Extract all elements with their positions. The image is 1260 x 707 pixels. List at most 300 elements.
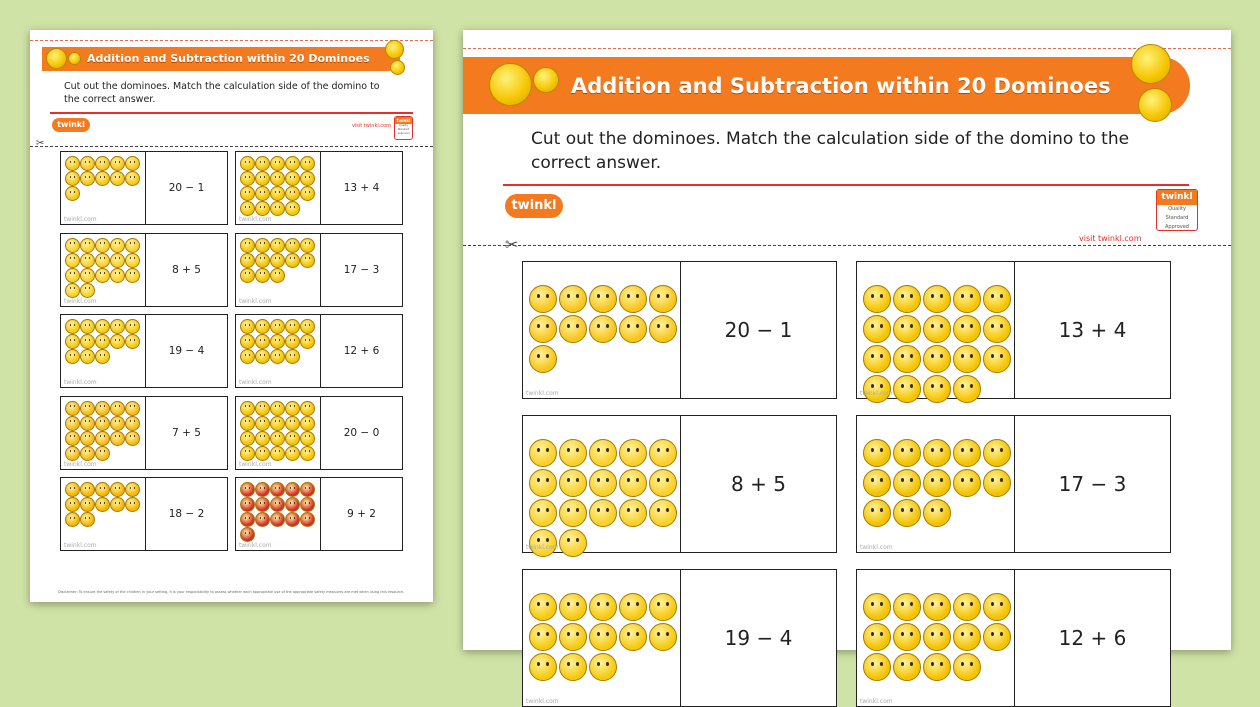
emoji-face-icon bbox=[240, 201, 255, 216]
emoji-face-icon bbox=[110, 497, 125, 512]
visit-twinkl-link[interactable]: visit twinkl.com bbox=[1079, 234, 1142, 243]
emoji-face-icon bbox=[95, 268, 110, 283]
emoji-face-icon bbox=[125, 268, 140, 283]
emoji-face-icon bbox=[270, 497, 285, 512]
emoji-face-icon bbox=[255, 268, 270, 283]
emoji-face-icon bbox=[270, 253, 285, 268]
twinkl-logo: twinkl bbox=[505, 194, 563, 218]
emoji-face-icon bbox=[529, 345, 557, 373]
emoji-face-icon bbox=[255, 416, 270, 431]
emoji-face-icon bbox=[649, 439, 677, 467]
emoji-face-icon bbox=[589, 623, 617, 651]
emoji-face-icon bbox=[255, 334, 270, 349]
emoji-face-icon bbox=[923, 499, 951, 527]
domino-calculation: 13 + 4 bbox=[1058, 318, 1127, 342]
smiley-emoji-icon bbox=[46, 48, 67, 69]
emoji-face-icon bbox=[923, 653, 951, 681]
emoji-face-icon bbox=[80, 283, 95, 298]
emoji-face-icon bbox=[255, 446, 270, 461]
emoji-face-icon bbox=[240, 401, 255, 416]
domino-card bbox=[522, 415, 837, 553]
visit-twinkl-link[interactable]: visit twinkl.com bbox=[351, 123, 391, 129]
domino-credit: twinkl.com bbox=[526, 390, 559, 397]
emoji-face-icon bbox=[559, 653, 587, 681]
emoji-face-icon bbox=[863, 315, 891, 343]
quality-badge bbox=[394, 116, 413, 140]
domino-calculation: 7 + 5 bbox=[172, 426, 201, 439]
emoji-face-icon bbox=[270, 171, 285, 186]
emoji-face-icon bbox=[110, 253, 125, 268]
domino-calculation: 8 + 5 bbox=[172, 263, 201, 276]
emoji-face-icon bbox=[255, 171, 270, 186]
emoji-face-icon bbox=[95, 253, 110, 268]
cut-line bbox=[463, 245, 1231, 246]
domino-calculation: 17 − 3 bbox=[1058, 472, 1127, 496]
emoji-face-icon bbox=[285, 482, 300, 497]
emoji-face-icon bbox=[240, 446, 255, 461]
emoji-face-icon bbox=[255, 401, 270, 416]
emoji-face-icon bbox=[255, 201, 270, 216]
emoji-face-icon bbox=[125, 334, 140, 349]
domino-card bbox=[60, 314, 228, 388]
domino-faces-side bbox=[857, 262, 1015, 398]
domino-calculation: 17 − 3 bbox=[343, 263, 380, 276]
scissors-icon: ✂ bbox=[36, 138, 45, 149]
domino-credit: twinkl.com bbox=[64, 542, 97, 549]
emoji-face-icon bbox=[983, 285, 1011, 313]
emoji-face-icon bbox=[983, 315, 1011, 343]
emoji-face-icon bbox=[285, 431, 300, 446]
domino-faces-side bbox=[523, 570, 681, 706]
laughing-emoji-icon bbox=[390, 60, 405, 75]
emoji-face-icon bbox=[110, 482, 125, 497]
emoji-face-icon bbox=[110, 319, 125, 334]
emoji-face-icon bbox=[270, 512, 285, 527]
emoji-face-icon bbox=[529, 593, 557, 621]
emoji-face-icon bbox=[953, 593, 981, 621]
emoji-face-icon bbox=[893, 375, 921, 403]
domino-card bbox=[856, 261, 1171, 399]
emoji-face-icon bbox=[953, 469, 981, 497]
domino-calculation: 12 + 6 bbox=[1058, 626, 1127, 650]
emoji-face-icon bbox=[983, 623, 1011, 651]
emoji-face-icon bbox=[649, 285, 677, 313]
domino-card bbox=[235, 314, 403, 388]
emoji-face-icon bbox=[285, 401, 300, 416]
emoji-face-icon bbox=[559, 285, 587, 313]
domino-calculation: 20 − 1 bbox=[168, 182, 205, 194]
emoji-face-icon bbox=[983, 593, 1011, 621]
domino-faces-side bbox=[61, 397, 146, 469]
emoji-face-icon bbox=[110, 431, 125, 446]
badge-line-2: Approved bbox=[397, 132, 410, 135]
emoji-face-icon bbox=[863, 469, 891, 497]
emoji-face-icon bbox=[240, 156, 255, 171]
emoji-face-icon bbox=[95, 431, 110, 446]
domino-credit: twinkl.com bbox=[239, 542, 272, 549]
emoji-face-icon bbox=[95, 319, 110, 334]
domino-faces-side bbox=[523, 416, 681, 552]
emoji-face-icon bbox=[649, 499, 677, 527]
emoji-face-icon bbox=[953, 345, 981, 373]
emoji-face-icon bbox=[255, 156, 270, 171]
domino-faces-side bbox=[61, 234, 146, 306]
emoji-face-icon bbox=[255, 349, 270, 364]
domino-credit: twinkl.com bbox=[860, 390, 893, 397]
emoji-face-icon bbox=[589, 439, 617, 467]
domino-calculation: 12 + 6 bbox=[343, 345, 380, 357]
worksheet-thumbnail-page bbox=[30, 30, 433, 602]
domino-credit: twinkl.com bbox=[239, 297, 272, 305]
badge-line-2: Approved bbox=[1165, 224, 1189, 230]
emoji-face-icon bbox=[95, 416, 110, 431]
emoji-face-icon bbox=[285, 446, 300, 461]
emoji-face-icon bbox=[923, 439, 951, 467]
emoji-face-icon bbox=[125, 238, 140, 253]
emoji-face-icon bbox=[300, 319, 315, 334]
domino-faces-side bbox=[236, 152, 321, 224]
emoji-face-icon bbox=[589, 285, 617, 313]
sunglasses-emoji-icon bbox=[68, 52, 81, 65]
cut-line bbox=[30, 146, 433, 147]
emoji-face-icon bbox=[300, 334, 315, 349]
emoji-face-icon bbox=[300, 253, 315, 268]
emoji-face-icon bbox=[270, 186, 285, 201]
emoji-face-icon bbox=[285, 171, 300, 186]
domino-credit: twinkl.com bbox=[526, 544, 559, 551]
emoji-face-icon bbox=[923, 315, 951, 343]
emoji-face-icon bbox=[240, 416, 255, 431]
domino-card bbox=[60, 233, 228, 307]
domino-calculation: 8 + 5 bbox=[731, 472, 786, 496]
domino-card bbox=[60, 151, 228, 225]
emoji-face-icon bbox=[983, 439, 1011, 467]
domino-card bbox=[235, 477, 403, 551]
emoji-face-icon bbox=[65, 497, 80, 512]
domino-card bbox=[856, 415, 1171, 553]
emoji-face-icon bbox=[110, 334, 125, 349]
instructions-text: Cut out the dominoes. Match the calculation side of the domino to the correct answer. bbox=[64, 81, 380, 105]
emoji-face-icon bbox=[240, 334, 255, 349]
emoji-face-icon bbox=[285, 497, 300, 512]
domino-faces-side bbox=[236, 478, 321, 550]
emoji-face-icon bbox=[125, 401, 140, 416]
emoji-face-icon bbox=[110, 171, 125, 186]
emoji-face-icon bbox=[619, 623, 647, 651]
emoji-face-icon bbox=[270, 238, 285, 253]
emoji-face-icon bbox=[270, 156, 285, 171]
emoji-face-icon bbox=[285, 201, 300, 216]
domino-faces-side bbox=[857, 570, 1015, 706]
emoji-face-icon bbox=[649, 315, 677, 343]
domino-credit: twinkl.com bbox=[526, 698, 559, 705]
badge-title: twinkl bbox=[1157, 190, 1197, 205]
emoji-face-icon bbox=[300, 156, 315, 171]
emoji-face-icon bbox=[270, 416, 285, 431]
emoji-face-icon bbox=[953, 439, 981, 467]
emoji-face-icon bbox=[110, 401, 125, 416]
emoji-face-icon bbox=[65, 401, 80, 416]
emoji-face-icon bbox=[95, 238, 110, 253]
emoji-face-icon bbox=[529, 439, 557, 467]
emoji-face-icon bbox=[65, 156, 80, 171]
emoji-face-icon bbox=[270, 446, 285, 461]
domino-calculation: 9 + 2 bbox=[347, 508, 376, 520]
emoji-face-icon bbox=[300, 512, 315, 527]
emoji-face-icon bbox=[893, 653, 921, 681]
decorative-dashed-line bbox=[463, 48, 1231, 49]
emoji-face-icon bbox=[953, 653, 981, 681]
emoji-face-icon bbox=[110, 268, 125, 283]
emoji-face-icon bbox=[270, 268, 285, 283]
badge-line-1: Quality Standard bbox=[1165, 206, 1189, 221]
emoji-face-icon bbox=[285, 319, 300, 334]
emoji-face-icon bbox=[285, 334, 300, 349]
emoji-face-icon bbox=[95, 334, 110, 349]
emoji-face-icon bbox=[65, 253, 80, 268]
domino-calculation: 20 − 1 bbox=[724, 318, 793, 342]
emoji-face-icon bbox=[80, 431, 95, 446]
emoji-face-icon bbox=[923, 469, 951, 497]
emoji-face-icon bbox=[95, 349, 110, 364]
emoji-face-icon bbox=[110, 156, 125, 171]
emoji-face-icon bbox=[300, 416, 315, 431]
emoji-face-icon bbox=[923, 623, 951, 651]
domino-faces-side bbox=[523, 262, 681, 398]
domino-card bbox=[235, 233, 403, 307]
red-divider bbox=[503, 184, 1189, 186]
emoji-face-icon bbox=[65, 268, 80, 283]
emoji-face-icon bbox=[529, 499, 557, 527]
emoji-face-icon bbox=[240, 171, 255, 186]
domino-faces-side bbox=[61, 315, 146, 387]
emoji-face-icon bbox=[65, 283, 80, 298]
domino-card bbox=[235, 151, 403, 225]
domino-card bbox=[60, 396, 228, 470]
emoji-face-icon bbox=[619, 593, 647, 621]
domino-card bbox=[235, 396, 403, 470]
emoji-face-icon bbox=[893, 499, 921, 527]
domino-calculation: 19 − 4 bbox=[168, 345, 205, 357]
emoji-face-icon bbox=[95, 171, 110, 186]
emoji-face-icon bbox=[529, 623, 557, 651]
emoji-face-icon bbox=[863, 499, 891, 527]
emoji-face-icon bbox=[65, 334, 80, 349]
emoji-face-icon bbox=[125, 171, 140, 186]
emoji-face-icon bbox=[95, 156, 110, 171]
emoji-face-icon bbox=[80, 319, 95, 334]
emoji-face-icon bbox=[285, 512, 300, 527]
emoji-face-icon bbox=[285, 156, 300, 171]
emoji-face-icon bbox=[983, 345, 1011, 373]
emoji-face-icon bbox=[80, 497, 95, 512]
twinkl-logo: twinkl bbox=[52, 118, 90, 132]
badge-line-1: Quality Standard bbox=[397, 124, 410, 131]
domino-calculation: 20 − 0 bbox=[343, 426, 380, 439]
emoji-face-icon bbox=[80, 401, 95, 416]
emoji-face-icon bbox=[285, 349, 300, 364]
emoji-face-icon bbox=[529, 653, 557, 681]
domino-credit: twinkl.com bbox=[239, 460, 272, 468]
badge-title: twinkl bbox=[396, 118, 411, 123]
emoji-face-icon bbox=[65, 416, 80, 431]
domino-faces-side bbox=[236, 315, 321, 387]
emoji-face-icon bbox=[649, 593, 677, 621]
emoji-face-icon bbox=[983, 469, 1011, 497]
domino-credit: twinkl.com bbox=[239, 216, 272, 223]
sunglasses-emoji-icon bbox=[533, 67, 559, 93]
decorative-dashed-line bbox=[30, 40, 433, 41]
domino-faces-side bbox=[61, 152, 146, 224]
emoji-face-icon bbox=[953, 285, 981, 313]
emoji-face-icon bbox=[953, 315, 981, 343]
emoji-face-icon bbox=[65, 186, 80, 201]
emoji-face-icon bbox=[240, 238, 255, 253]
emoji-face-icon bbox=[649, 623, 677, 651]
emoji-face-icon bbox=[285, 238, 300, 253]
emoji-face-icon bbox=[270, 401, 285, 416]
scissors-icon: ✂ bbox=[505, 235, 519, 254]
emoji-face-icon bbox=[125, 431, 140, 446]
emoji-face-icon bbox=[125, 497, 140, 512]
emoji-face-icon bbox=[240, 512, 255, 527]
emoji-face-icon bbox=[95, 446, 110, 461]
heart-eyes-emoji-icon bbox=[385, 40, 404, 59]
instructions-text: Cut out the dominoes. Match the calculation side of the domino to the correct answer. bbox=[531, 129, 1130, 173]
smiley-emoji-icon bbox=[489, 63, 532, 106]
domino-credit: twinkl.com bbox=[64, 297, 97, 305]
domino-calculation: 19 − 4 bbox=[724, 626, 793, 650]
emoji-face-icon bbox=[893, 315, 921, 343]
emoji-face-icon bbox=[95, 401, 110, 416]
emoji-face-icon bbox=[559, 315, 587, 343]
emoji-face-icon bbox=[95, 497, 110, 512]
emoji-face-icon bbox=[300, 171, 315, 186]
emoji-face-icon bbox=[589, 469, 617, 497]
emoji-face-icon bbox=[80, 238, 95, 253]
emoji-face-icon bbox=[255, 497, 270, 512]
emoji-face-icon bbox=[559, 593, 587, 621]
emoji-face-icon bbox=[300, 238, 315, 253]
emoji-face-icon bbox=[863, 439, 891, 467]
emoji-face-icon bbox=[125, 482, 140, 497]
emoji-face-icon bbox=[240, 527, 255, 542]
domino-faces-side bbox=[236, 397, 321, 469]
emoji-face-icon bbox=[110, 238, 125, 253]
emoji-face-icon bbox=[255, 319, 270, 334]
emoji-face-icon bbox=[559, 439, 587, 467]
emoji-face-icon bbox=[300, 482, 315, 497]
heart-eyes-emoji-icon bbox=[1131, 44, 1171, 84]
emoji-face-icon bbox=[80, 156, 95, 171]
emoji-face-icon bbox=[559, 499, 587, 527]
emoji-face-icon bbox=[270, 349, 285, 364]
emoji-face-icon bbox=[529, 529, 557, 557]
emoji-face-icon bbox=[65, 512, 80, 527]
emoji-face-icon bbox=[589, 653, 617, 681]
emoji-face-icon bbox=[863, 653, 891, 681]
title-banner bbox=[463, 57, 1190, 114]
emoji-face-icon bbox=[255, 512, 270, 527]
emoji-face-icon bbox=[863, 285, 891, 313]
emoji-face-icon bbox=[619, 469, 647, 497]
title-banner bbox=[42, 47, 400, 71]
emoji-face-icon bbox=[65, 431, 80, 446]
emoji-face-icon bbox=[300, 497, 315, 512]
emoji-face-icon bbox=[270, 431, 285, 446]
emoji-face-icon bbox=[589, 499, 617, 527]
emoji-face-icon bbox=[65, 171, 80, 186]
emoji-face-icon bbox=[255, 253, 270, 268]
emoji-face-icon bbox=[65, 482, 80, 497]
emoji-face-icon bbox=[80, 268, 95, 283]
emoji-face-icon bbox=[285, 253, 300, 268]
domino-credit: twinkl.com bbox=[860, 698, 893, 705]
emoji-face-icon bbox=[300, 186, 315, 201]
emoji-face-icon bbox=[240, 431, 255, 446]
red-divider bbox=[50, 112, 413, 114]
emoji-face-icon bbox=[619, 285, 647, 313]
domino-faces-side bbox=[61, 478, 146, 550]
emoji-face-icon bbox=[65, 319, 80, 334]
emoji-face-icon bbox=[240, 482, 255, 497]
emoji-face-icon bbox=[649, 469, 677, 497]
emoji-face-icon bbox=[559, 529, 587, 557]
emoji-face-icon bbox=[255, 482, 270, 497]
domino-calculation: 13 + 4 bbox=[343, 182, 380, 194]
emoji-face-icon bbox=[863, 345, 891, 373]
emoji-face-icon bbox=[240, 268, 255, 283]
emoji-face-icon bbox=[285, 186, 300, 201]
emoji-face-icon bbox=[125, 253, 140, 268]
laughing-emoji-icon bbox=[1138, 88, 1172, 122]
emoji-face-icon bbox=[300, 431, 315, 446]
emoji-face-icon bbox=[80, 446, 95, 461]
emoji-face-icon bbox=[65, 238, 80, 253]
emoji-face-icon bbox=[95, 482, 110, 497]
emoji-face-icon bbox=[80, 512, 95, 527]
quality-badge bbox=[1156, 189, 1198, 231]
emoji-face-icon bbox=[270, 319, 285, 334]
emoji-face-icon bbox=[240, 349, 255, 364]
emoji-face-icon bbox=[80, 253, 95, 268]
emoji-face-icon bbox=[923, 593, 951, 621]
emoji-face-icon bbox=[893, 345, 921, 373]
emoji-face-icon bbox=[953, 375, 981, 403]
emoji-face-icon bbox=[863, 375, 891, 403]
emoji-face-icon bbox=[529, 469, 557, 497]
emoji-face-icon bbox=[923, 345, 951, 373]
emoji-face-icon bbox=[65, 349, 80, 364]
domino-card bbox=[60, 477, 228, 551]
emoji-face-icon bbox=[893, 285, 921, 313]
domino-card bbox=[522, 261, 837, 399]
domino-card bbox=[856, 569, 1171, 707]
emoji-face-icon bbox=[255, 238, 270, 253]
emoji-face-icon bbox=[240, 253, 255, 268]
emoji-face-icon bbox=[240, 319, 255, 334]
emoji-face-icon bbox=[80, 482, 95, 497]
emoji-face-icon bbox=[559, 623, 587, 651]
emoji-face-icon bbox=[285, 416, 300, 431]
emoji-face-icon bbox=[300, 446, 315, 461]
page-title: Addition and Subtraction within 20 Dominoes bbox=[571, 74, 1111, 98]
emoji-face-icon bbox=[65, 446, 80, 461]
emoji-face-icon bbox=[619, 315, 647, 343]
emoji-face-icon bbox=[80, 334, 95, 349]
domino-credit: twinkl.com bbox=[860, 544, 893, 551]
emoji-face-icon bbox=[80, 349, 95, 364]
